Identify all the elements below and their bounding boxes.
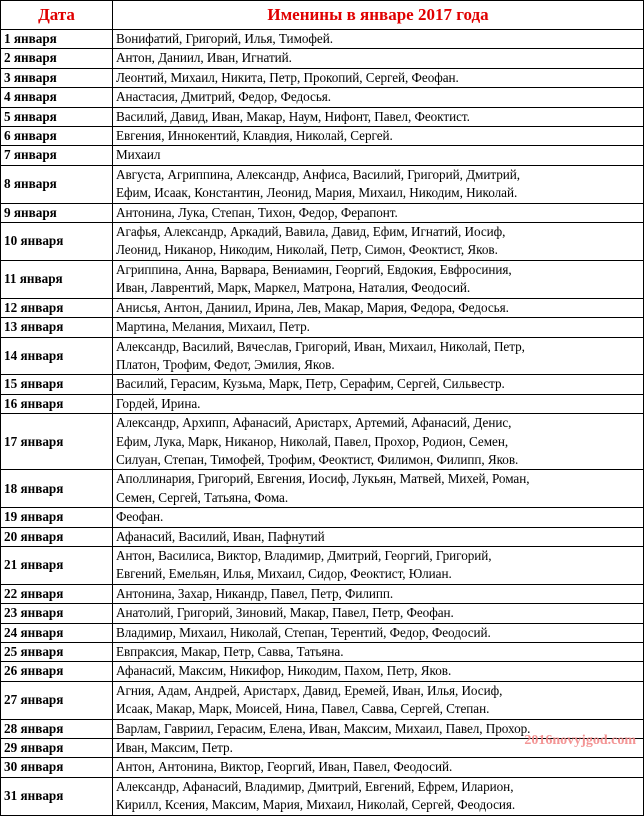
table-row <box>1 260 644 298</box>
names-cell <box>113 88 644 107</box>
names-line: Мартина, Мелания, Михаил, Петр. <box>116 319 310 335</box>
table-body <box>1 30 644 816</box>
table-row <box>1 643 644 662</box>
names-line: Михаил <box>116 147 161 163</box>
date-cell: 14 января <box>1 337 113 375</box>
table-row <box>1 298 644 317</box>
date-cell: 18 января <box>1 470 113 508</box>
names-cell <box>113 30 644 49</box>
names-cell <box>113 260 644 298</box>
names-cell <box>113 68 644 87</box>
names-line: Кирилл, Ксения, Максим, Мария, Михаил, Николай, Сергей, Феодосия. <box>116 797 516 813</box>
date-cell: 28 января <box>1 719 113 738</box>
table-row <box>1 508 644 527</box>
names-cell <box>113 584 644 603</box>
names-line: Александр, Василий, Вячеслав, Григорий, Иван, Михаил, Николай, Петр, <box>116 338 525 354</box>
date-cell: 8 января <box>1 165 113 203</box>
table-row <box>1 414 644 470</box>
table-row <box>1 584 644 603</box>
names-line: Иван, Лаврентий, Марк, Маркел, Матрона, Наталия, Феодосий. <box>116 280 471 296</box>
names-line: Анастасия, Дмитрий, Федор, Федосья. <box>116 89 332 105</box>
date-cell: 13 января <box>1 318 113 337</box>
names-line: Антон, Даниил, Иван, Игнатий. <box>116 50 292 66</box>
table-row <box>1 107 644 126</box>
names-line: Василий, Давид, Иван, Макар, Наум, Нифонт, Павел, Феоктист. <box>116 108 470 124</box>
names-line: Евпраксия, Макар, Петр, Савва, Татьяна. <box>116 644 344 659</box>
names-cell <box>113 527 644 546</box>
date-cell: 2 января <box>1 49 113 68</box>
names-line: Антонина, Лука, Степан, Тихон, Федор, Ферапонт. <box>116 204 398 220</box>
names-cell <box>113 681 644 719</box>
date-cell: 11 января <box>1 260 113 298</box>
names-cell <box>113 508 644 527</box>
date-cell: 3 января <box>1 68 113 87</box>
date-cell: 5 января <box>1 107 113 126</box>
names-line: Евгения, Иннокентий, Клавдия, Николай, Сергей. <box>116 128 393 144</box>
names-cell <box>113 337 644 375</box>
table-row <box>1 546 644 584</box>
names-line: Владимир, Михаил, Николай, Степан, Терентий, Федор, Феодосий. <box>116 624 491 640</box>
table-title: Именины в январе 2017 года <box>113 1 644 30</box>
names-cell <box>113 546 644 584</box>
date-cell: 15 января <box>1 375 113 394</box>
table-row <box>1 49 644 68</box>
names-cell <box>113 375 644 394</box>
names-line: Платон, Трофим, Федот, Эмилия, Яков. <box>116 356 335 372</box>
date-cell: 19 января <box>1 508 113 527</box>
names-line: Анатолий, Григорий, Зиновий, Макар, Павел, Петр, Феофан. <box>116 605 454 621</box>
names-cell <box>113 146 644 165</box>
date-cell: 17 января <box>1 414 113 470</box>
names-line: Агния, Адам, Андрей, Аристарх, Давид, Еремей, Иван, Илья, Иосиф, <box>116 682 503 698</box>
names-line: Исаак, Макар, Марк, Моисей, Нина, Павел, Савва, Сергей, Степан. <box>116 701 490 717</box>
date-cell: 6 января <box>1 127 113 146</box>
names-cell <box>113 470 644 508</box>
date-cell: 1 января <box>1 30 113 49</box>
names-line: Афанасий, Максим, Никифор, Никодим, Пахом, Петр, Яков. <box>116 663 452 679</box>
names-line: Василий, Герасим, Кузьма, Марк, Петр, Серафим, Сергей, Сильвестр. <box>116 376 505 392</box>
date-cell: 25 января <box>1 643 113 662</box>
table-row <box>1 623 644 642</box>
names-line: Афанасий, Василий, Иван, Пафнутий <box>116 528 325 544</box>
date-cell: 10 января <box>1 223 113 261</box>
table-row <box>1 758 644 777</box>
table-row <box>1 527 644 546</box>
names-line: Силуан, Степан, Тимофей, Трофим, Феоктист, Филимон, Филипп, Яков. <box>116 451 519 467</box>
names-line: Аполлинария, Григорий, Евгения, Иосиф, Лукьян, Матвей, Михей, Роман, <box>116 471 530 487</box>
date-cell: 30 января <box>1 758 113 777</box>
names-line: Ефим, Исаак, Константин, Леонид, Мария, Михаил, Никодим, Николай. <box>116 185 518 201</box>
table-row <box>1 127 644 146</box>
table-row <box>1 203 644 222</box>
names-cell <box>113 203 644 222</box>
table-row <box>1 68 644 87</box>
table-row <box>1 739 644 758</box>
names-line: Ефим, Лука, Марк, Никанор, Николай, Павел, Прохор, Родион, Семен, <box>116 433 509 449</box>
names-line: Антонина, Захар, Никандр, Павел, Петр, Филипп. <box>116 585 394 601</box>
names-cell <box>113 394 644 413</box>
table-header-row <box>1 1 644 30</box>
date-cell: 16 января <box>1 394 113 413</box>
table-row <box>1 30 644 49</box>
table-row <box>1 337 644 375</box>
date-cell: 4 января <box>1 88 113 107</box>
names-cell <box>113 758 644 777</box>
names-cell <box>113 739 644 758</box>
names-line: Агафья, Александр, Аркадий, Вавила, Давид, Ефим, Игнатий, Иосиф, <box>116 224 506 240</box>
table-row <box>1 604 644 623</box>
date-cell: 27 января <box>1 681 113 719</box>
date-cell: 20 января <box>1 527 113 546</box>
names-line: Леонтий, Михаил, Никита, Петр, Прокопий, Сергей, Феофан. <box>116 69 459 85</box>
names-line: Феофан. <box>116 509 164 525</box>
date-cell: 29 января <box>1 739 113 758</box>
watermark: 2016novyjgod.com <box>524 733 636 748</box>
names-line: Вонифатий, Григорий, Илья, Тимофей. <box>116 31 333 46</box>
table-row <box>1 165 644 203</box>
names-cell <box>113 107 644 126</box>
table-row <box>1 719 644 738</box>
table-row <box>1 470 644 508</box>
names-cell <box>113 165 644 203</box>
table-row <box>1 394 644 413</box>
date-cell: 24 января <box>1 623 113 642</box>
table-row <box>1 146 644 165</box>
names-line: Семен, Сергей, Татьяна, Фома. <box>116 489 289 505</box>
names-cell <box>113 49 644 68</box>
names-line: Леонид, Никанор, Никодим, Николай, Петр, Симон, Феоктист, Яков. <box>116 242 498 258</box>
names-cell <box>113 623 644 642</box>
names-line: Анисья, Антон, Даниил, Ирина, Лев, Макар, Мария, Федора, Федосья. <box>116 299 509 315</box>
names-cell <box>113 298 644 317</box>
names-line: Антон, Василиса, Виктор, Владимир, Дмитрий, Георгий, Григорий, <box>116 547 492 563</box>
date-cell: 7 января <box>1 146 113 165</box>
date-column-header: Дата <box>1 1 113 30</box>
date-cell: 23 января <box>1 604 113 623</box>
table-row <box>1 318 644 337</box>
date-cell: 31 января <box>1 777 113 815</box>
names-cell <box>113 318 644 337</box>
names-line: Варлам, Гавриил, Герасим, Елена, Иван, Максим, Михаил, Павел, Прохор. <box>116 720 531 736</box>
table-row <box>1 223 644 261</box>
names-line: Августа, Агриппина, Александр, Анфиса, Василий, Григорий, Дмитрий, <box>116 166 521 182</box>
date-cell: 26 января <box>1 662 113 681</box>
names-cell <box>113 719 644 738</box>
table-row <box>1 777 644 815</box>
date-cell: 12 января <box>1 298 113 317</box>
names-cell <box>113 662 644 681</box>
names-line: Агриппина, Анна, Варвара, Вениамин, Георгий, Евдокия, Евфросиния, <box>116 261 512 277</box>
names-cell <box>113 223 644 261</box>
date-cell: 9 января <box>1 203 113 222</box>
names-cell <box>113 127 644 146</box>
names-cell <box>113 414 644 470</box>
names-line: Гордей, Ирина. <box>116 395 201 411</box>
names-cell <box>113 604 644 623</box>
names-line: Антон, Антонина, Виктор, Георгий, Иван, Павел, Феодосий. <box>116 759 453 775</box>
table-row <box>1 662 644 681</box>
date-cell: 22 января <box>1 584 113 603</box>
names-cell <box>113 777 644 815</box>
names-line: Евгений, Емельян, Илья, Михаил, Сидор, Феоктист, Юлиан. <box>116 566 452 582</box>
table-row <box>1 681 644 719</box>
date-cell: 21 января <box>1 546 113 584</box>
table-row <box>1 375 644 394</box>
names-line: Александр, Афанасий, Владимир, Дмитрий, Евгений, Ефрем, Иларион, <box>116 778 514 794</box>
names-cell <box>113 643 644 662</box>
table-row <box>1 88 644 107</box>
names-line: Иван, Максим, Петр. <box>116 740 233 756</box>
names-line: Александр, Архипп, Афанасий, Аристарх, Артемий, Афанасий, Денис, <box>116 415 512 431</box>
